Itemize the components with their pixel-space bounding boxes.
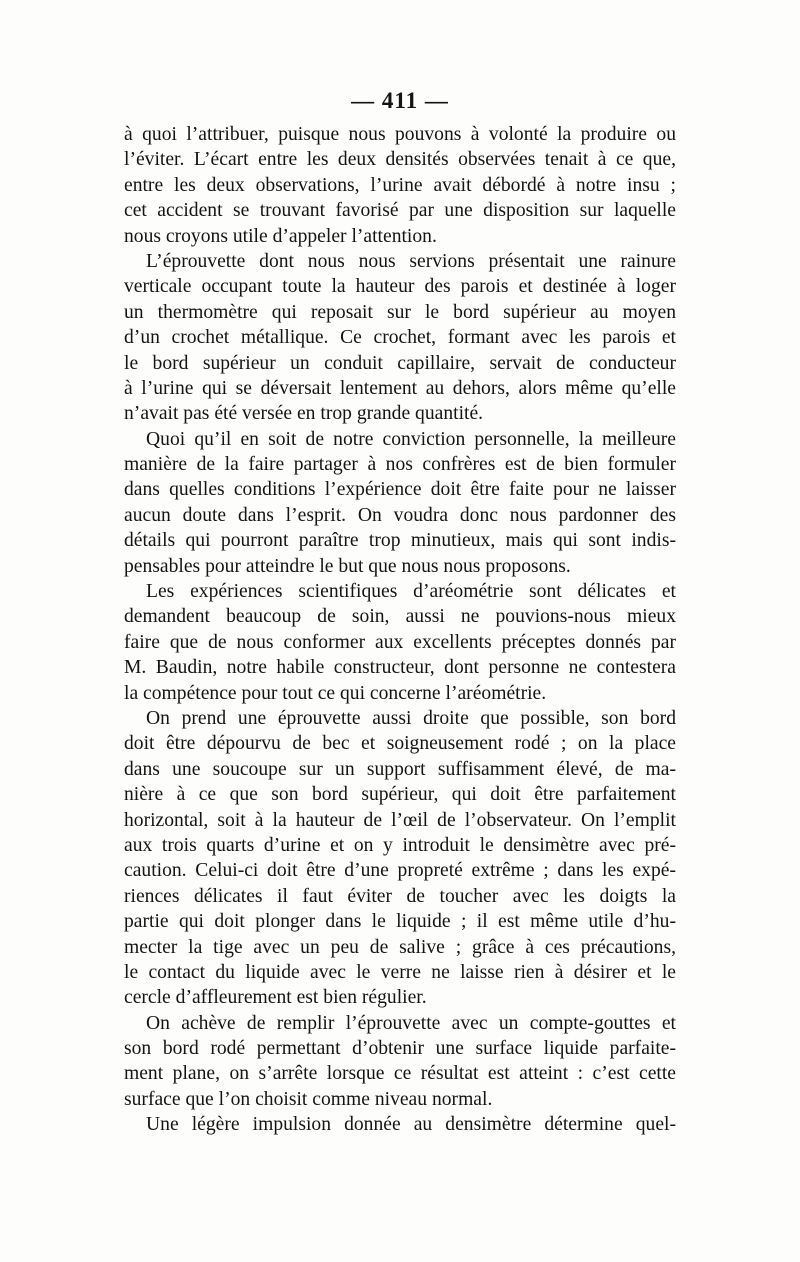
- text-line: n’avait pas été versée en trop grande quantité.: [124, 403, 484, 425]
- page-number: — 411 —: [351, 88, 449, 113]
- paragraph-1: [124, 122, 676, 249]
- text-line: mecter la tige avec un peu de salive ; grâce à ces précautions,: [124, 936, 676, 958]
- text-line: nous croyons utile d’appeler l’attention.: [124, 225, 437, 247]
- paragraph-3: [124, 427, 676, 579]
- text-line: cercle d’affleurement est bien régulier.: [124, 987, 427, 1009]
- text-line: verticale occupant toute la hauteur des parois et destinée à loger: [124, 276, 676, 298]
- text-line: On achève de remplir l’éprouvette avec un compte-gouttes et: [146, 1012, 676, 1034]
- text-line: L’éprouvette dont nous nous servions présentait une rainure: [146, 250, 676, 272]
- text-line: faire que de nous conformer aux excellents préceptes donnés par: [124, 631, 676, 653]
- text-line: dans quelles conditions l’expérience doit être faite pour ne laisser: [124, 479, 676, 501]
- text-line: d’un crochet métallique. Ce crochet, formant avec les parois et: [124, 327, 676, 349]
- text-line: dans une soucoupe sur un support suffisamment élevé, de ma-: [124, 758, 676, 780]
- text-line: son bord rodé permettant d’obtenir une surface liquide parfaite-: [124, 1038, 676, 1060]
- text-line: doit être dépourvu de bec et soigneusement rodé ; on la place: [124, 733, 676, 755]
- text-line: un thermomètre qui reposait sur le bord supérieur au moyen: [124, 301, 676, 323]
- text-line: surface que l’on choisit comme niveau normal.: [124, 1088, 493, 1110]
- text-line: la compétence pour tout ce qui concerne l’aréométrie.: [124, 682, 547, 704]
- text-line: M. Baudin, notre habile constructeur, dont personne ne contestera: [124, 657, 676, 679]
- text-line: Les expériences scientifiques d’aréométrie sont délicates et: [146, 581, 676, 603]
- text-line: aucun doute dans l’esprit. On voudra donc nous pardonner des: [124, 504, 676, 526]
- text-line: cet accident se trouvant favorisé par une disposition sur laquelle: [124, 200, 676, 222]
- text-line: On prend une éprouvette aussi droite que possible, son bord: [146, 707, 676, 729]
- paragraph-5: [124, 706, 676, 1011]
- text-line: nière à ce que son bord supérieur, qui doit être parfaitement: [124, 784, 676, 806]
- text-line: demandent beaucoup de soin, aussi ne pouvions-nous mieux: [124, 606, 676, 628]
- text-line: l’éviter. L’écart entre les deux densités observées tenait à ce que,: [124, 149, 676, 171]
- text-line: à quoi l’attribuer, puisque nous pouvons à volonté la produire ou: [124, 124, 676, 145]
- paragraph-2: [124, 249, 676, 427]
- body-text: [124, 122, 676, 1138]
- text-line: détails qui pourront paraître trop minutieux, mais qui sont indis-: [124, 530, 676, 552]
- paragraph-7: [124, 1112, 676, 1137]
- text-line: horizontal, soit à la hauteur de l’œil de l’observateur. On l’emplit: [124, 809, 676, 831]
- paragraph-4: [124, 579, 676, 706]
- text-line: caution. Celui-ci doit être d’une propreté extrême ; dans les expé-: [124, 860, 676, 882]
- text-line: ment plane, on s’arrête lorsque ce résultat est atteint : c’est cette: [124, 1063, 676, 1085]
- text-line: Une légère impulsion donnée au densimètre détermine quel-: [146, 1114, 676, 1136]
- text-line: aux trois quarts d’urine et on y introduit le densimètre avec pré-: [124, 834, 676, 856]
- text-line: Quoi qu’il en soit de notre conviction personnelle, la meilleure: [146, 428, 676, 450]
- text-line: partie qui doit plonger dans le liquide ; il est même utile d’hu-: [124, 911, 676, 933]
- text-line: le contact du liquide avec le verre ne laisse rien à désirer et le: [124, 961, 676, 983]
- text-line: riences délicates il faut éviter de toucher avec les doigts la: [124, 885, 676, 907]
- text-line: le bord supérieur un conduit capillaire, servait de conducteur: [124, 352, 676, 374]
- text-line: manière de la faire partager à nos confrères est de bien formuler: [124, 454, 676, 476]
- text-line: à l’urine qui se déversait lentement au dehors, alors même qu’elle: [124, 377, 676, 399]
- text-line: entre les deux observations, l’urine avait débordé à notre insu ;: [124, 174, 676, 196]
- text-line: pensables pour atteindre le but que nous nous proposons.: [124, 555, 571, 577]
- paragraph-6: [124, 1011, 676, 1113]
